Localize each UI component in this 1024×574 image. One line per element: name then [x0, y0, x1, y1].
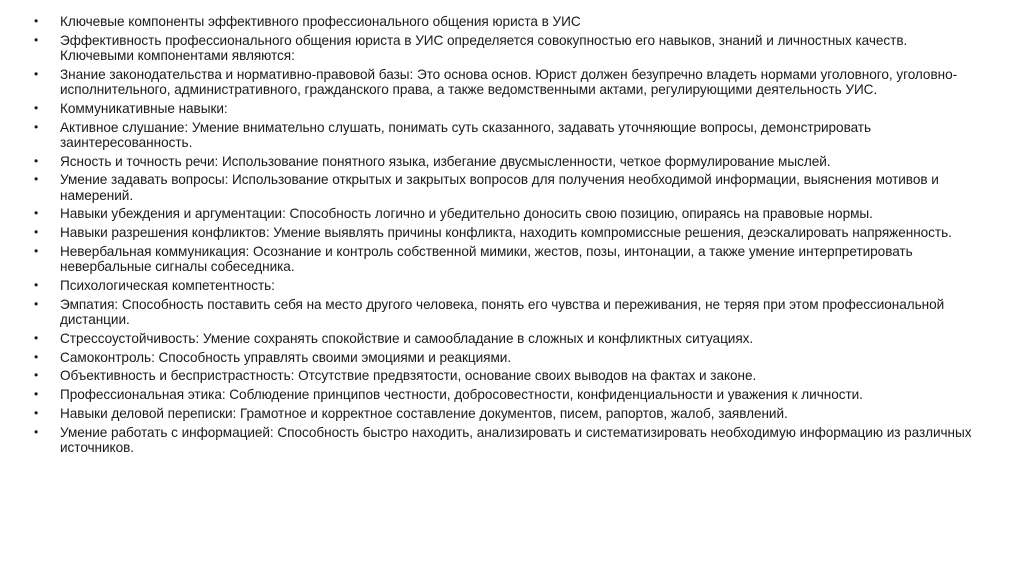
bullet-marker: •	[34, 225, 39, 240]
bullet-marker: •	[34, 277, 39, 292]
list-item	[34, 33, 984, 63]
list-item-text: Ключевые компоненты эффективного профессионального общения юриста в УИС	[60, 14, 581, 29]
bullet-marker: •	[34, 243, 39, 258]
list-item-text: Активное слушание: Умение внимательно слушать, понимать суть сказанного, задавать уточняющие вопросы, демонстрировать заинтересованность.	[60, 119, 872, 150]
list-item	[34, 172, 984, 202]
list-item-text: Невербальная коммуникация: Осознание и контроль собственной мимики, жестов, позы, интонации, а также умение интерпретировать невербальные сигналы собеседника.	[60, 243, 913, 275]
list-item-text: Навыки убеждения и аргументации: Способность логично и убедительно доносить свою позицию, опираясь на правовые нормы.	[60, 206, 873, 222]
list-item	[34, 101, 984, 116]
list-item-text: Эмпатия: Способность поставить себя на место другого человека, понять его чувства и переживания, не теряя при этом профессиональной дистанции.	[60, 296, 945, 327]
bullet-marker: •	[34, 387, 39, 402]
list-item-text: Самоконтроль: Способность управлять своими эмоциями и реакциями.	[60, 349, 512, 365]
list-item-text: Объективность и беспристрастность: Отсутствие предвзятости, основание своих выводов на фактах и законе.	[60, 368, 757, 384]
bullet-marker: •	[34, 100, 39, 115]
list-item-text: Умение задавать вопросы: Использование открытых и закрытых вопросов для получения необходимой информации, выяснения мотивов и намерений.	[60, 172, 939, 203]
bullet-marker: •	[34, 119, 39, 134]
bullet-marker: •	[34, 172, 39, 187]
list-item	[34, 278, 984, 293]
list-item-text: Навыки разрешения конфликтов: Умение выявлять причины конфликта, находить компромиссные решения, деэскалировать напряженность.	[60, 225, 952, 241]
bullet-list	[34, 14, 984, 459]
list-item	[34, 120, 984, 150]
list-item-text: Навыки деловой переписки: Грамотное и корректное составление документов, писем, рапортов, жалоб, заявлений.	[60, 405, 788, 421]
list-item	[34, 67, 984, 97]
bullet-marker: •	[34, 32, 39, 47]
bullet-marker: •	[34, 424, 39, 439]
bullet-marker: •	[34, 405, 39, 420]
bullet-marker: •	[34, 14, 39, 28]
list-item-text: Эффективность профессионального общения юриста в УИС определяется совокупностью его навыков, знаний и личностных качеств. Ключевыми компонентами являются:	[60, 32, 908, 63]
list-item	[34, 244, 984, 274]
list-item	[34, 406, 984, 421]
bullet-marker: •	[34, 349, 39, 364]
list-item-text: Стрессоустойчивость: Умение сохранять спокойствие и самообладание в сложных и конфликтных ситуациях.	[60, 330, 754, 346]
bullet-marker: •	[34, 66, 39, 81]
bullet-marker: •	[34, 206, 39, 221]
bullet-marker: •	[34, 153, 39, 168]
list-item	[34, 368, 984, 383]
list-item-text: Профессиональная этика: Соблюдение принципов честности, добросовестности, конфиденциальности и уважения к личности.	[60, 387, 863, 403]
list-item	[34, 331, 984, 346]
list-item	[34, 425, 984, 455]
list-item	[34, 14, 984, 29]
list-item	[34, 154, 984, 169]
list-item	[34, 206, 984, 221]
list-item	[34, 350, 984, 365]
list-item	[34, 225, 984, 240]
list-item-text: Знание законодательства и нормативно-правовой базы: Это основа основ. Юрист должен безупречно владеть нормами уголовного, уголовно-исполнительного, административного, гражданского права, а также ведомственными актами, регулирующими деятельность УИС.	[60, 66, 958, 97]
list-item-text: Психологическая компетентность:	[60, 277, 275, 293]
bullet-marker: •	[34, 296, 39, 311]
list-item	[34, 297, 984, 327]
list-item-text: Ясность и точность речи: Использование понятного языка, избегание двусмысленности, четкое формулирование мыслей.	[60, 153, 831, 169]
list-item-text: Коммуникативные навыки:	[60, 100, 228, 116]
bullet-marker: •	[34, 330, 39, 345]
list-item-text: Умение работать с информацией: Способность быстро находить, анализировать и систематизировать необходимую информацию из различных источников.	[60, 424, 972, 455]
list-item	[34, 387, 984, 402]
bullet-marker: •	[34, 368, 39, 383]
